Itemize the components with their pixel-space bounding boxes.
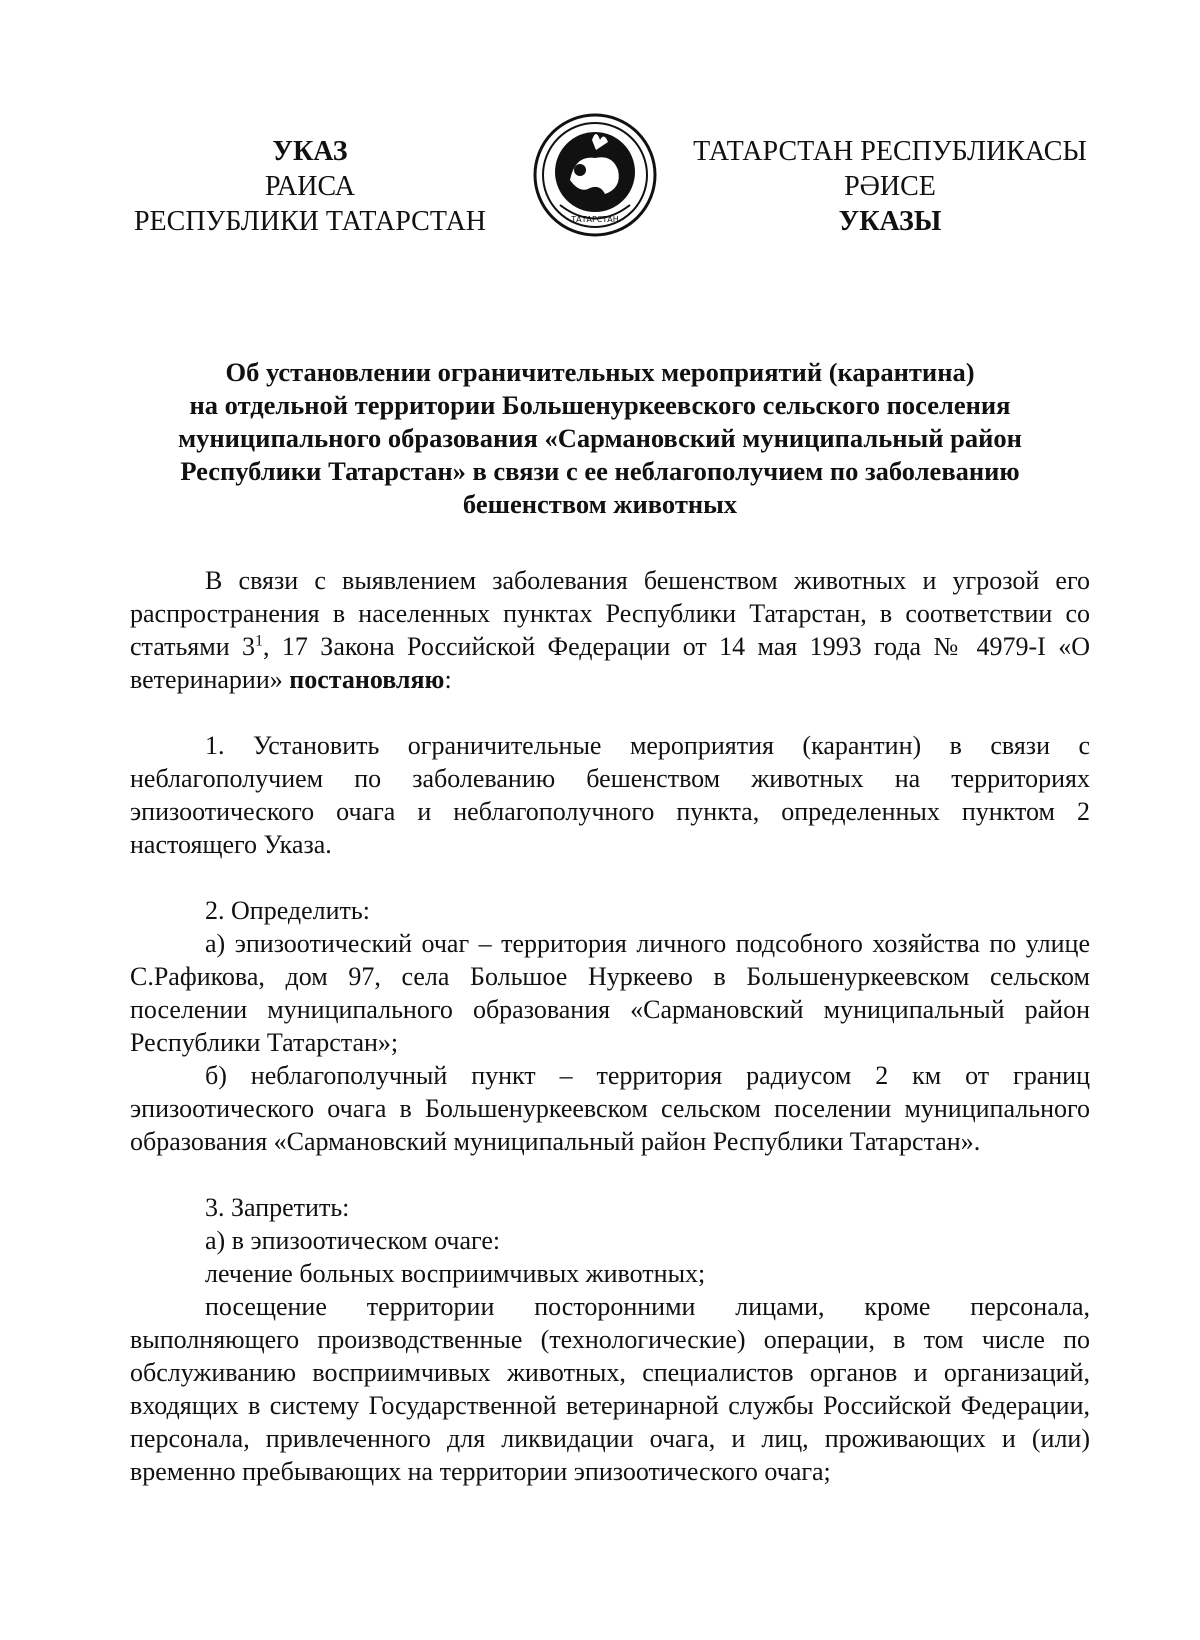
- item-2-a: а) эпизоотический очаг – территория личного подсобного хозяйства по улице С.Рафикова, дом 97, села Большое Нуркеево в Большенуркеевском сельском поселении муниципального образования «Сармановский муниципальный район Республики Татарстан»;: [130, 929, 1090, 1057]
- title-line-4: Республики Татарстан» в связи с ее неблагополучием по заболеванию: [180, 456, 1020, 486]
- preamble-superscript: 1: [255, 632, 264, 650]
- header-left-line-3: РЕСПУБЛИКИ ТАТАРСТАН: [133, 206, 487, 237]
- document-body: [130, 564, 1090, 1488]
- header-right-line-2: РӘИСЕ: [844, 171, 936, 202]
- item-3-a: а) в эпизоотическом очаге:: [205, 1226, 501, 1255]
- item-3-heading: 3. Запретить:: [205, 1193, 350, 1222]
- coat-of-arms-emblem: [530, 110, 660, 240]
- item-3-line-2: посещение территории посторонними лицами, кроме персонала, выполняющего производственные (технологические) операции, в том числе по обслуживанию восприимчивых животных, специалистов органов и организаций, входящих в систему Государственной ветеринарной службы Российской Федерации, персонала, привлеченного для ликвидации очага, и лиц, проживающих и (или) временно пребывающих на территории эпизоотического очага;: [130, 1292, 1090, 1486]
- item-1-paragraph: 1. Установить ограничительные мероприятия (карантин) в связи с неблагополучием по заболеванию бешенством животных на территориях эпизоотического очага и неблагополучного пункта, определенных пунктом 2 настоящего Указа.: [130, 731, 1090, 859]
- title-line-5: бешенством животных: [462, 489, 738, 519]
- preamble-paragraph: [130, 564, 1090, 696]
- header-left: [130, 134, 490, 239]
- title-line-2: на отдельной территории Большенуркеевского сельского поселения: [189, 390, 1011, 420]
- preamble-colon: :: [444, 665, 452, 694]
- preamble-decree-word: постановляю: [289, 665, 445, 694]
- preamble-text: В связи с выявлением заболевания бешенством животных и угрозой его распространения в населенных пунктах Республики Татарстан, в соответствии со статьями 3: [130, 566, 1090, 661]
- title-line-3: муниципального образования «Сармановский муниципальный район: [178, 423, 1022, 453]
- item-2-heading: 2. Определить:: [205, 896, 370, 925]
- header-left-line-2: РАИСА: [265, 171, 355, 202]
- document-title: [120, 356, 1080, 521]
- item-2-b: б) неблагополучный пункт – территория радиусом 2 км от границ эпизоотического очага в Большенуркеевском сельском поселении муниципального образования «Сармановский муниципальный район Республики Татарстан».: [130, 1061, 1090, 1156]
- header-right-line-1: ТАТАРСТАН РЕСПУБЛИКАСЫ: [693, 136, 1087, 167]
- emblem-caption: ТАТАРСТАН: [571, 215, 619, 224]
- title-line-1: Об установлении ограничительных мероприятий (карантина): [225, 357, 975, 387]
- item-3-line-1: лечение больных восприимчивых животных;: [205, 1259, 706, 1288]
- header-left-line-1: УКАЗ: [272, 136, 348, 167]
- preamble-text-cont: , 17 Закона Российской Федерации от 14 мая 1993 года № 4979-I «О ветеринарии»: [130, 632, 1091, 694]
- header-right-line-3: УКАЗЫ: [838, 206, 942, 237]
- header-right: [680, 134, 1100, 239]
